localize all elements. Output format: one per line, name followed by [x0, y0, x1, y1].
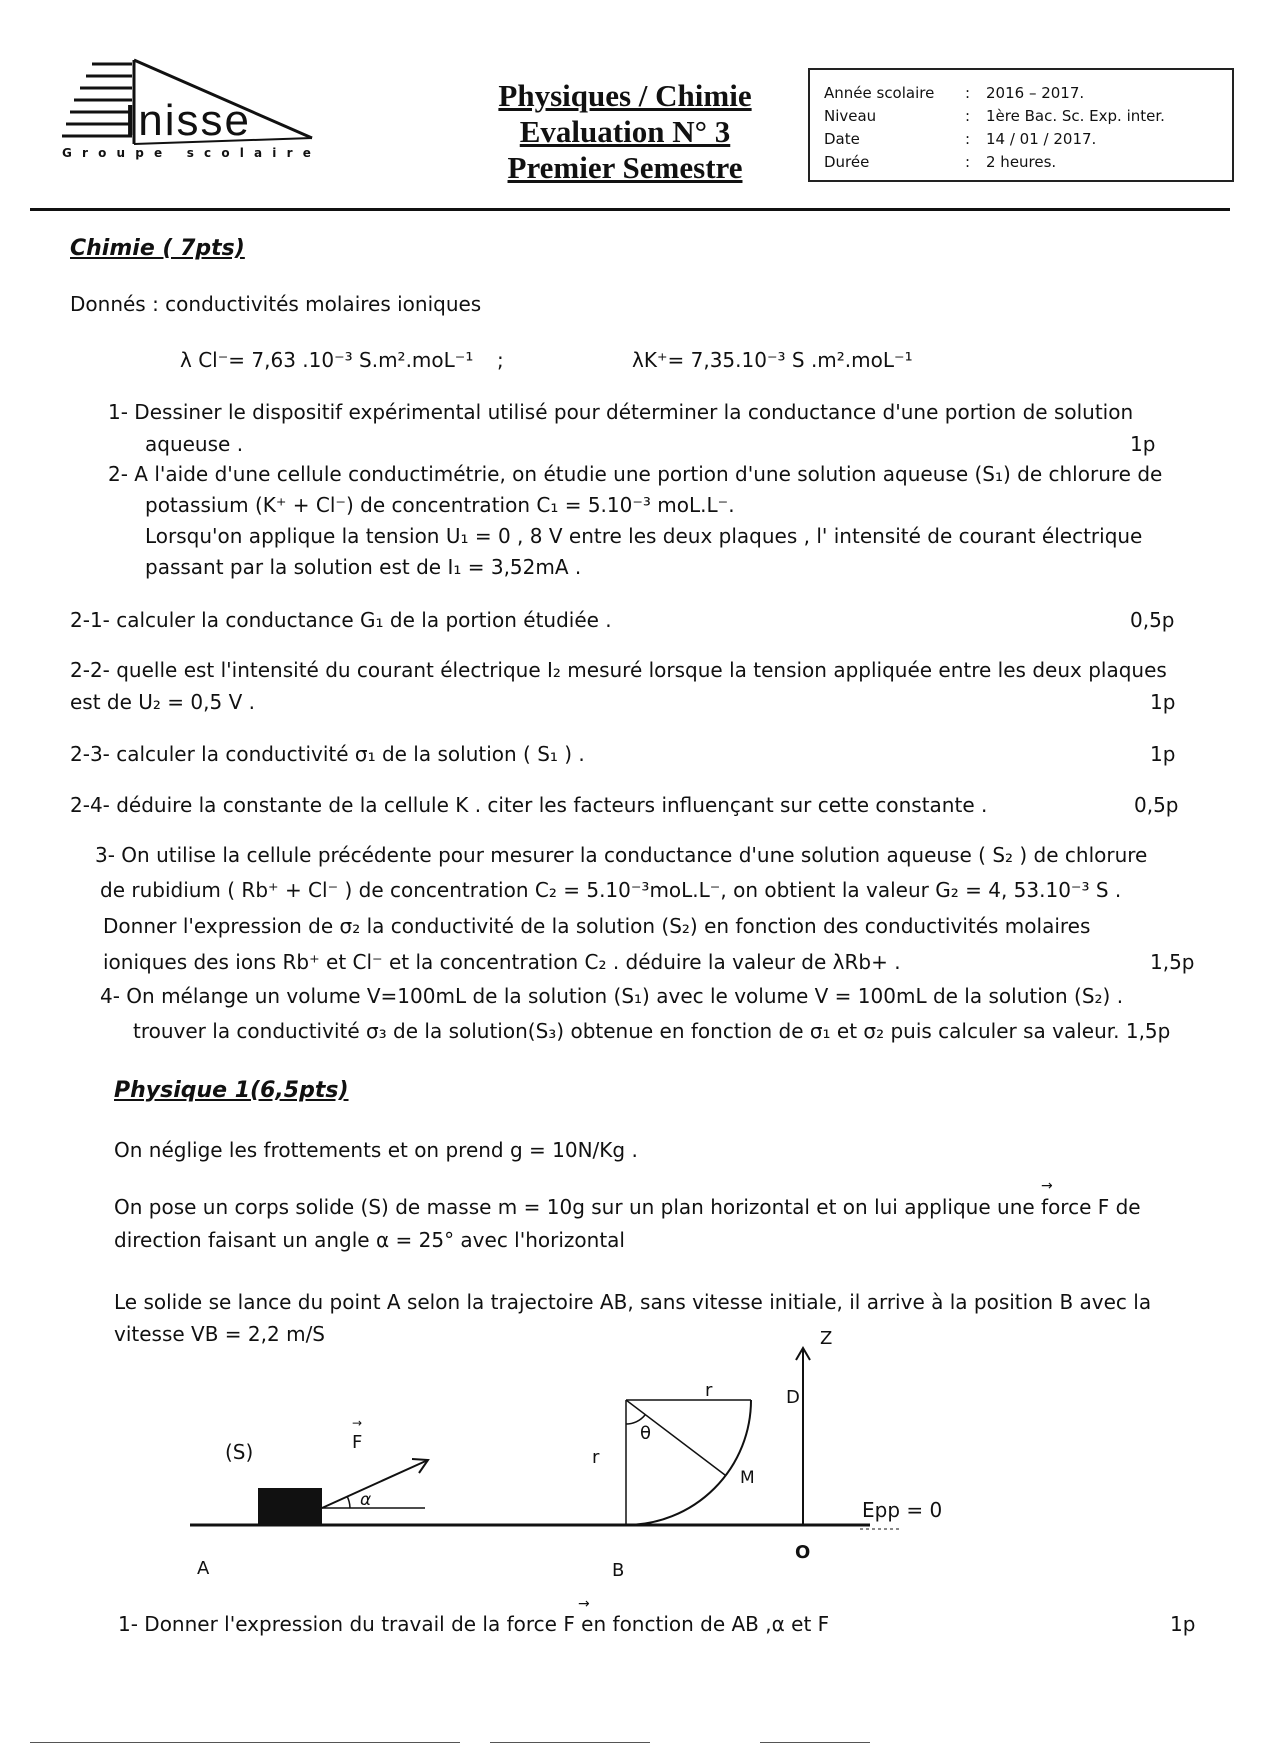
- chimie-q2-line3: Lorsqu'on applique la tension U₁ = 0 , 8 V entre les deux plaques , l' intensité de courant électrique: [145, 524, 1143, 548]
- force-vector-arrow-mark: →: [1041, 1178, 1053, 1194]
- circular-track: [626, 1400, 751, 1525]
- header-divider: [30, 208, 1230, 211]
- chimie-q22-points: 1p: [1150, 690, 1176, 714]
- chimie-q22-line1: 2-2- quelle est l'intensité du courant électrique I₂ mesuré lorsque la tension appliquée entre les deux plaques: [70, 658, 1167, 682]
- chimie-q24-points: 0,5p: [1134, 793, 1179, 817]
- lambda-k: λK⁺= 7,35.10⁻³ S .m².moL⁻¹: [632, 348, 913, 372]
- chimie-q2-line2: potassium (K⁺ + Cl⁻) de concentration C₁ = 5.10⁻³ moL.L⁻.: [145, 493, 735, 517]
- chimie-q21: 2-1- calculer la conductance G₁ de la portion étudiée .: [70, 608, 612, 632]
- solid-block: [258, 1488, 322, 1525]
- footer-rule-middle: [490, 1742, 650, 1743]
- chimie-q22-line2: est de U₂ = 0,5 V .: [70, 690, 255, 714]
- chimie-q24: 2-4- déduire la constante de la cellule K . citer les facteurs influençant sur cette constante .: [70, 793, 988, 817]
- chimie-q3-line4: ioniques des ions Rb⁺ et Cl⁻ et la concentration C₂ . déduire la valeur de λRb+ .: [103, 950, 901, 974]
- label-force: F: [352, 1432, 363, 1453]
- physics-figure: [180, 1320, 1100, 1580]
- alpha-arc: [347, 1496, 350, 1508]
- chimie-donnes: Donnés : conductivités molaires ioniques: [70, 292, 482, 316]
- footer-rule-left: [30, 1742, 460, 1743]
- chimie-q4-line2: trouver la conductivité σ₃ de la solution(S₃) obtenue en fonction de σ₁ et σ₂ puis calculer sa valeur. 1,5p: [133, 1019, 1171, 1043]
- info-row: [810, 153, 1230, 173]
- physique-title: Physique 1(6,5pts): [114, 1078, 349, 1103]
- chimie-q1-line1: 1- Dessiner le dispositif expérimental utilisé pour déterminer la conductance d'une portion de solution: [108, 400, 1134, 424]
- chimie-q3-line3: Donner l'expression de σ₂ la conductivité de la solution (S₂) en fonction des conductivités molaires: [103, 914, 1091, 938]
- q1-force-arrow-mark: →: [578, 1596, 590, 1612]
- chimie-q3-line2: de rubidium ( Rb⁺ + Cl⁻ ) de concentration C₂ = 5.10⁻³moL.L⁻, on obtient la valeur G₂ = 4, 53.10⁻³ S .: [100, 878, 1122, 902]
- label-origin-O: O: [795, 1542, 811, 1563]
- title-line-1: Physiques / Chimie: [498, 78, 752, 113]
- label-axis-Z: Z: [820, 1328, 833, 1349]
- logo-subtitle: G r o u p e s c o l a i r e: [62, 146, 314, 160]
- logo-text: Inisse: [124, 96, 251, 145]
- lambda-cl: λ Cl⁻= 7,63 .10⁻³ S.m².moL⁻¹: [180, 348, 474, 372]
- info-row: [810, 107, 1230, 127]
- chimie-q2-line1: 2- A l'aide d'une cellule conductimétrie, on étudie une portion d'une solution aqueuse (S₁) de chlorure de: [108, 462, 1163, 486]
- physique-q1: 1- Donner l'expression du travail de la force F en fonction de AB ,α et F: [118, 1612, 830, 1636]
- info-value: 1ère Bac. Sc. Exp. inter.: [986, 107, 1165, 125]
- chimie-q23-points: 1p: [1150, 742, 1176, 766]
- label-epp-zero: Epp = 0: [862, 1498, 943, 1522]
- label-point-M: M: [740, 1468, 755, 1488]
- lambda-separator: ;: [497, 348, 504, 372]
- physique-p2-line1: On pose un corps solide (S) de masse m = 10g sur un plan horizontal et on lui applique une force F de: [114, 1195, 1141, 1219]
- chimie-title: Chimie ( 7pts): [70, 236, 245, 261]
- info-value: 2 heures.: [986, 153, 1057, 171]
- physique-p1: On néglige les frottements et on prend g = 10N/Kg .: [114, 1138, 638, 1162]
- physics-figure-svg: [180, 1320, 1100, 1580]
- info-label: Année scolaire: [824, 84, 935, 102]
- chimie-q3-line1: 3- On utilise la cellule précédente pour mesurer la conductance d'une solution aqueuse ( S₂ ) de chlorure: [95, 843, 1148, 867]
- force-arrow: [322, 1460, 428, 1508]
- info-value: 2016 – 2017.: [986, 84, 1085, 102]
- chimie-q3-points: 1,5p: [1150, 950, 1195, 974]
- info-colon: :: [965, 84, 971, 102]
- chimie-q23: 2-3- calculer la conductivité σ₁ de la solution ( S₁ ) .: [70, 742, 585, 766]
- label-theta: θ: [640, 1423, 652, 1444]
- info-label: Date: [824, 130, 860, 148]
- info-row: [810, 84, 1230, 104]
- label-solid: (S): [225, 1440, 254, 1464]
- title-line-2: Evaluation N° 3: [519, 114, 731, 149]
- info-colon: :: [965, 107, 971, 125]
- chimie-q1-line2: aqueuse .: [145, 432, 244, 456]
- footer-rule-right: [760, 1742, 870, 1743]
- label-radius-left: r: [592, 1447, 600, 1468]
- info-row: [810, 130, 1230, 150]
- physique-q1-points: 1p: [1170, 1612, 1196, 1636]
- chimie-q21-points: 0,5p: [1130, 608, 1175, 632]
- info-box: [808, 68, 1234, 182]
- label-point-B: B: [612, 1560, 625, 1581]
- label-alpha: α: [360, 1490, 372, 1510]
- chimie-q2-line4: passant par la solution est de I₁ = 3,52mA .: [145, 555, 582, 579]
- label-force-arrow-mark: →: [352, 1416, 363, 1430]
- logo: [62, 58, 362, 168]
- label-point-D: D: [786, 1387, 800, 1408]
- info-colon: :: [965, 130, 971, 148]
- label-radius-top: r: [705, 1380, 713, 1401]
- info-label: Durée: [824, 153, 870, 171]
- chimie-q1-points: 1p: [1130, 432, 1156, 456]
- physique-p3-line1: Le solide se lance du point A selon la trajectoire AB, sans vitesse initiale, il arrive à la position B avec la: [114, 1290, 1152, 1314]
- title-line-3: Premier Semestre: [507, 150, 743, 185]
- physique-p2-line2: direction faisant un angle α = 25° avec l'horizontal: [114, 1228, 625, 1252]
- info-value: 14 / 01 / 2017.: [986, 130, 1097, 148]
- chimie-q4-line1: 4- On mélange un volume V=100mL de la solution (S₁) avec le volume V = 100mL de la solution (S₂) .: [100, 984, 1124, 1008]
- info-label: Niveau: [824, 107, 877, 125]
- physique-p3-line2: vitesse VB = 2,2 m/S: [114, 1322, 325, 1346]
- label-point-A: A: [197, 1558, 210, 1579]
- info-colon: :: [965, 153, 971, 171]
